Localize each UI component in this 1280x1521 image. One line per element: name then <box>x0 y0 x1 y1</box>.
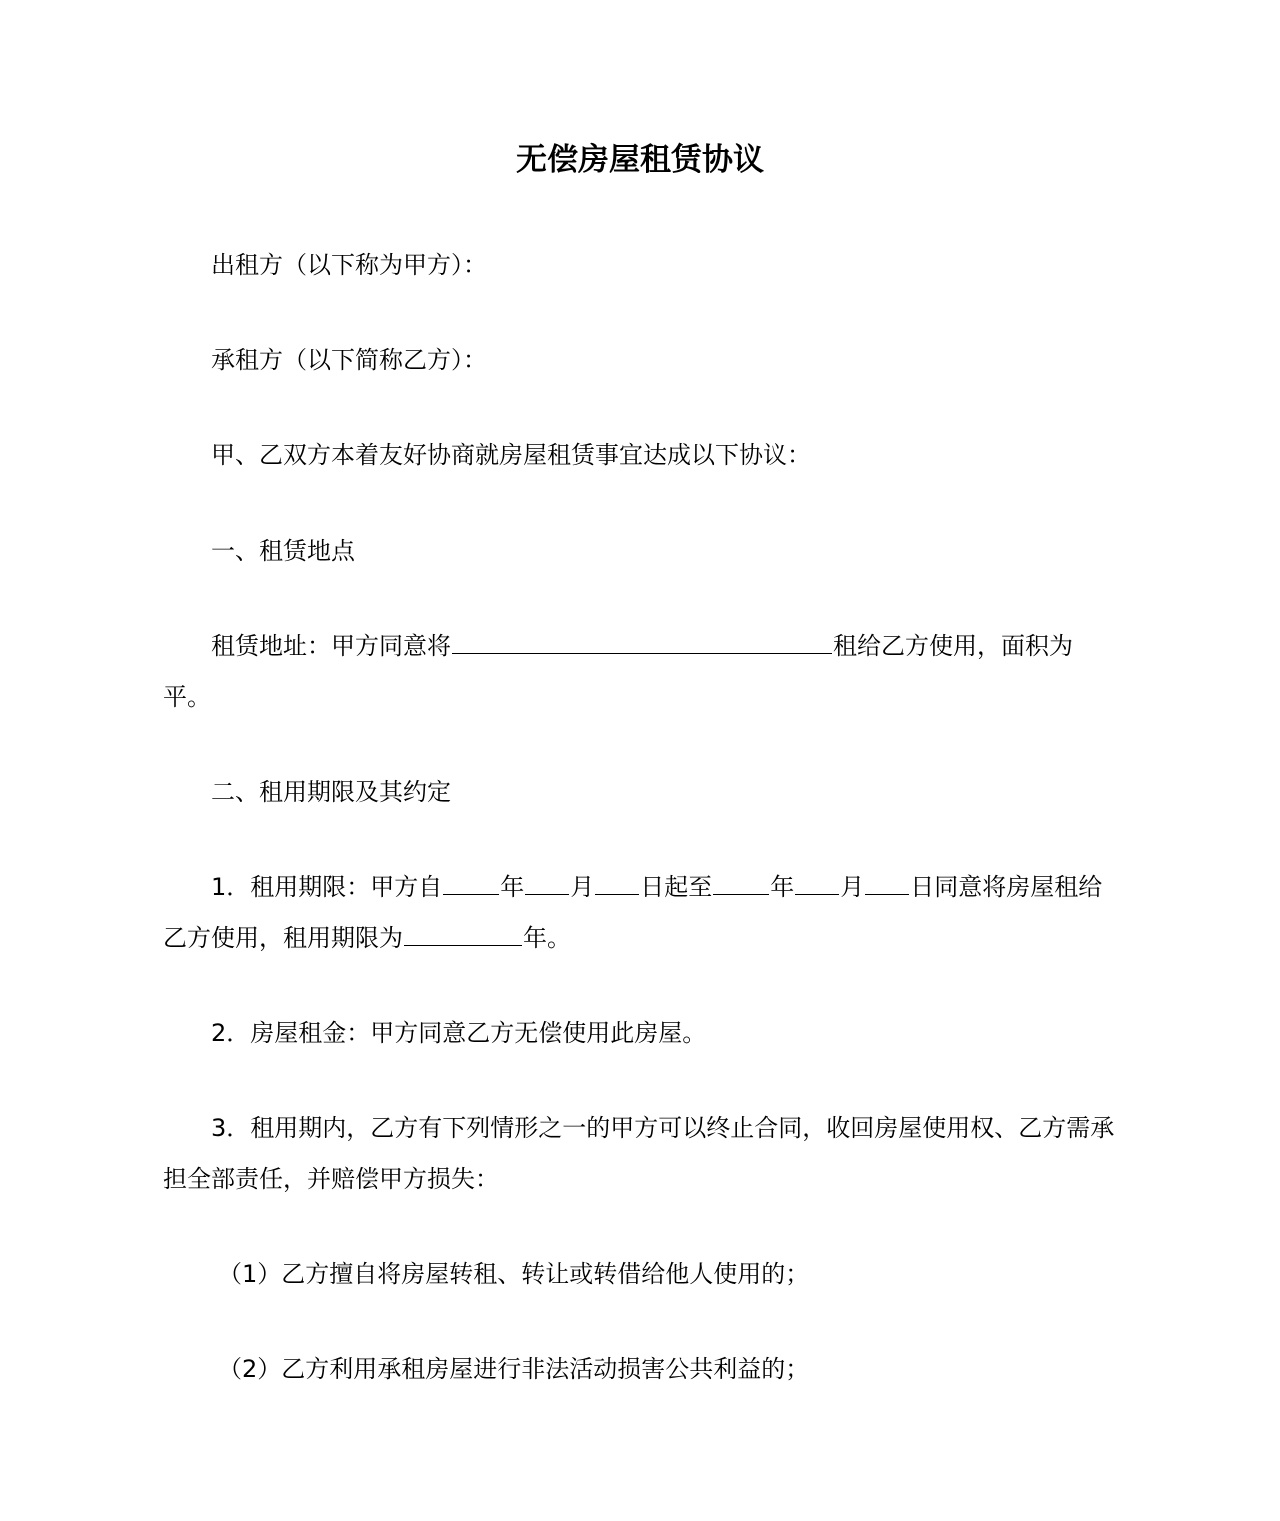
term-start-year-blank[interactable] <box>443 893 499 895</box>
term-year2: 年 <box>770 873 795 901</box>
term-start-day-blank[interactable] <box>595 893 639 895</box>
term-end-month-blank[interactable] <box>795 893 839 895</box>
term-line2-suffix: 年。 <box>523 924 571 952</box>
address-prefix: 租赁地址：甲方同意将 <box>211 632 451 660</box>
term-end-day-blank[interactable] <box>865 893 909 895</box>
lessee-label: 承租方（以下简称乙方）： <box>211 346 487 374</box>
term-day2: 日同意将房屋租给 <box>910 873 1103 901</box>
term-line2 <box>163 913 571 964</box>
termination-item-2: （2）乙方利用承租房屋进行非法活动损害公共利益的； <box>218 1355 810 1383</box>
term-day1: 日起至 <box>640 873 713 901</box>
term-start-month-blank[interactable] <box>525 893 569 895</box>
document-title: 无偿房屋租赁协议 <box>516 142 764 178</box>
intro-paragraph: 甲、乙双方本着友好协商就房屋租赁事宜达成以下协议： <box>211 441 811 469</box>
term-prefix: 1．租用期限：甲方自 <box>211 873 443 901</box>
lessor-label: 出租方（以下称为甲方）： <box>211 251 487 279</box>
term-year1: 年 <box>500 873 525 901</box>
section1-heading: 一、租赁地点 <box>211 537 355 565</box>
address-blank[interactable] <box>452 652 832 654</box>
term-end-year-blank[interactable] <box>713 893 769 895</box>
section2-heading: 二、租用期限及其约定 <box>211 778 451 806</box>
address-suffix: 租给乙方使用，面积为 <box>833 632 1073 660</box>
termination-item-1: （1）乙方擅自将房屋转租、转让或转借给他人使用的； <box>218 1260 810 1288</box>
term-month1: 月 <box>570 873 595 901</box>
rent-paragraph: 2．房屋租金：甲方同意乙方无偿使用此房屋。 <box>211 1019 707 1047</box>
termination-line1: 3．租用期内，乙方有下列情形之一的甲方可以终止合同，收回房屋使用权、乙方需承 <box>211 1114 1115 1142</box>
term-duration-blank[interactable] <box>404 944 522 946</box>
termination-line2: 担全部责任，并赔偿甲方损失： <box>163 1165 499 1193</box>
term-month2: 月 <box>840 873 865 901</box>
address-paragraph <box>163 621 1119 672</box>
term-line2-prefix: 乙方使用，租用期限为 <box>163 924 403 952</box>
term-paragraph <box>163 862 1119 913</box>
address-end: 平。 <box>163 683 211 711</box>
